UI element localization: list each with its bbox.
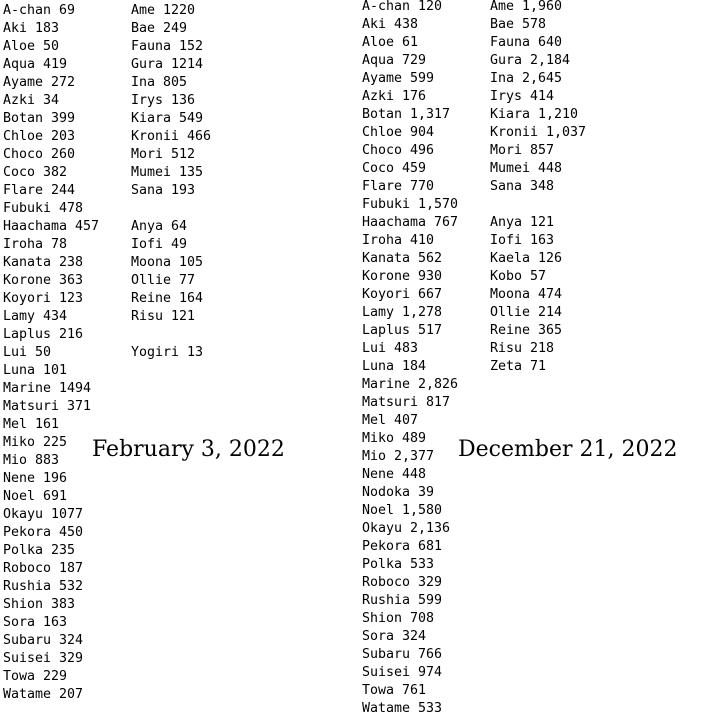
list-item: Luna 101 — [3, 363, 68, 378]
list-item: Coco 382 — [3, 165, 68, 180]
feb-list-column-1 — [3, 2, 99, 704]
list-item: Lamy 1,278 — [362, 305, 443, 320]
list-item: Okayu 1077 — [3, 507, 84, 522]
list-item: Irys 136 — [131, 93, 196, 108]
list-item: A-chan 120 — [362, 0, 443, 14]
list-item: Mel 407 — [362, 413, 419, 428]
list-item: Mumei 448 — [490, 161, 563, 176]
list-item: Anya 121 — [490, 215, 555, 230]
list-item: Gura 2,184 — [490, 53, 571, 68]
list-item: Koyori 667 — [362, 287, 443, 302]
list-item: Kobo 57 — [490, 269, 547, 284]
list-item: Haachama 767 — [362, 215, 459, 230]
list-item: Marine 2,826 — [362, 377, 459, 392]
list-item: Bae 578 — [490, 17, 547, 32]
list-item: Kaela 126 — [490, 251, 563, 266]
list-item: Koyori 123 — [3, 291, 84, 306]
list-item: Chloe 203 — [3, 129, 76, 144]
list-item: Miko 225 — [3, 435, 68, 450]
list-item: Nodoka 39 — [362, 485, 435, 500]
list-item: Moona 105 — [131, 255, 204, 270]
list-item: Haachama 457 — [3, 219, 100, 234]
list-item: Irys 414 — [490, 89, 555, 104]
list-item: Botan 1,317 — [362, 107, 451, 122]
list-item: Rushia 599 — [362, 593, 443, 608]
list-item: Risu 121 — [131, 309, 196, 324]
list-item: Rushia 532 — [3, 579, 84, 594]
list-item: Aqua 729 — [362, 53, 427, 68]
list-item: Aki 183 — [3, 21, 60, 36]
list-item: Ina 805 — [131, 75, 188, 90]
list-item: Mel 161 — [3, 417, 60, 432]
list-item: Bae 249 — [131, 21, 188, 36]
list-item: Sora 163 — [3, 615, 68, 630]
list-item: Watame 533 — [362, 701, 443, 716]
list-item: Noel 691 — [3, 489, 68, 504]
list-item: Kronii 466 — [131, 129, 212, 144]
list-item: Shion 708 — [362, 611, 435, 626]
list-item: Iofi 49 — [131, 237, 188, 252]
list-item: Iroha 78 — [3, 237, 68, 252]
list-item: Suisei 974 — [362, 665, 443, 680]
list-spacer — [131, 326, 211, 344]
list-item: Mori 512 — [131, 147, 196, 162]
list-item: Matsuri 817 — [362, 395, 451, 410]
list-item: Laplus 517 — [362, 323, 443, 338]
list-item: Ame 1220 — [131, 3, 196, 18]
list-item: Watame 207 — [3, 687, 84, 702]
list-item: Shion 383 — [3, 597, 76, 612]
list-item: Kanata 238 — [3, 255, 84, 270]
list-item: Fubuki 1,570 — [362, 197, 459, 212]
list-item: Iofi 163 — [490, 233, 555, 248]
list-item: Moona 474 — [490, 287, 563, 302]
list-item: Botan 399 — [3, 111, 76, 126]
list-item: Azki 34 — [3, 93, 60, 108]
list-item: Fauna 152 — [131, 39, 204, 54]
list-item: Sora 324 — [362, 629, 427, 644]
dec-date-label: December 21, 2022 — [458, 437, 678, 462]
list-item: Roboco 187 — [3, 561, 84, 576]
list-item: Fauna 640 — [490, 35, 563, 50]
feb-list-column-2 — [131, 2, 211, 362]
list-item: Towa 229 — [3, 669, 68, 684]
list-item: Towa 761 — [362, 683, 427, 698]
list-item: Sana 348 — [490, 179, 555, 194]
list-item: Suisei 329 — [3, 651, 84, 666]
list-item: Risu 218 — [490, 341, 555, 356]
list-item: Gura 1214 — [131, 57, 204, 72]
list-item: Marine 1494 — [3, 381, 92, 396]
list-item: Mumei 135 — [131, 165, 204, 180]
list-item: A-chan 69 — [3, 3, 76, 18]
list-item: Ollie 77 — [131, 273, 196, 288]
list-item: Korone 930 — [362, 269, 443, 284]
list-spacer — [131, 200, 211, 218]
list-item: Ame 1,960 — [490, 0, 563, 14]
list-item: Polka 235 — [3, 543, 76, 558]
list-item: Ayame 599 — [362, 71, 435, 86]
list-item: Mori 857 — [490, 143, 555, 158]
list-item: Zeta 71 — [490, 359, 547, 374]
list-item: Fubuki 478 — [3, 201, 84, 216]
list-item: Kronii 1,037 — [490, 125, 587, 140]
dec-list-column-1 — [362, 0, 458, 718]
list-item: Flare 770 — [362, 179, 435, 194]
list-spacer — [490, 196, 586, 214]
list-item: Lui 483 — [362, 341, 419, 356]
list-item: Anya 64 — [131, 219, 188, 234]
list-item: Coco 459 — [362, 161, 427, 176]
list-item: Subaru 766 — [362, 647, 443, 662]
list-item: Reine 164 — [131, 291, 204, 306]
list-item: Luna 184 — [362, 359, 427, 374]
list-item: Roboco 329 — [362, 575, 443, 590]
list-item: Yogiri 13 — [131, 345, 204, 360]
list-item: Ina 2,645 — [490, 71, 563, 86]
list-item: Matsuri 371 — [3, 399, 92, 414]
list-item: Kiara 1,210 — [490, 107, 579, 122]
list-item: Azki 176 — [362, 89, 427, 104]
list-item: Kanata 562 — [362, 251, 443, 266]
list-item: Chloe 904 — [362, 125, 435, 140]
list-item: Choco 496 — [362, 143, 435, 158]
list-item: Lui 50 — [3, 345, 52, 360]
list-item: Miko 489 — [362, 431, 427, 446]
list-item: Aqua 419 — [3, 57, 68, 72]
list-item: Polka 533 — [362, 557, 435, 572]
list-item: Noel 1,580 — [362, 503, 443, 518]
list-item: Aki 438 — [362, 17, 419, 32]
feb-date-label: February 3, 2022 — [92, 437, 285, 462]
list-item: Pekora 450 — [3, 525, 84, 540]
list-item: Laplus 216 — [3, 327, 84, 342]
dec-list-column-2 — [490, 0, 586, 376]
list-item: Lamy 434 — [3, 309, 68, 324]
list-item: Reine 365 — [490, 323, 563, 338]
list-item: Ollie 214 — [490, 305, 563, 320]
list-item: Aloe 61 — [362, 35, 419, 50]
list-item: Sana 193 — [131, 183, 196, 198]
list-item: Aloe 50 — [3, 39, 60, 54]
list-item: Choco 260 — [3, 147, 76, 162]
list-item: Ayame 272 — [3, 75, 76, 90]
list-item: Korone 363 — [3, 273, 84, 288]
list-item: Flare 244 — [3, 183, 76, 198]
list-item: Nene 196 — [3, 471, 68, 486]
list-item: Nene 448 — [362, 467, 427, 482]
list-item: Iroha 410 — [362, 233, 435, 248]
list-item: Subaru 324 — [3, 633, 84, 648]
list-item: Okayu 2,136 — [362, 521, 451, 536]
list-item: Kiara 549 — [131, 111, 204, 126]
list-item: Mio 883 — [3, 453, 60, 468]
list-item: Mio 2,377 — [362, 449, 435, 464]
list-item: Pekora 681 — [362, 539, 443, 554]
